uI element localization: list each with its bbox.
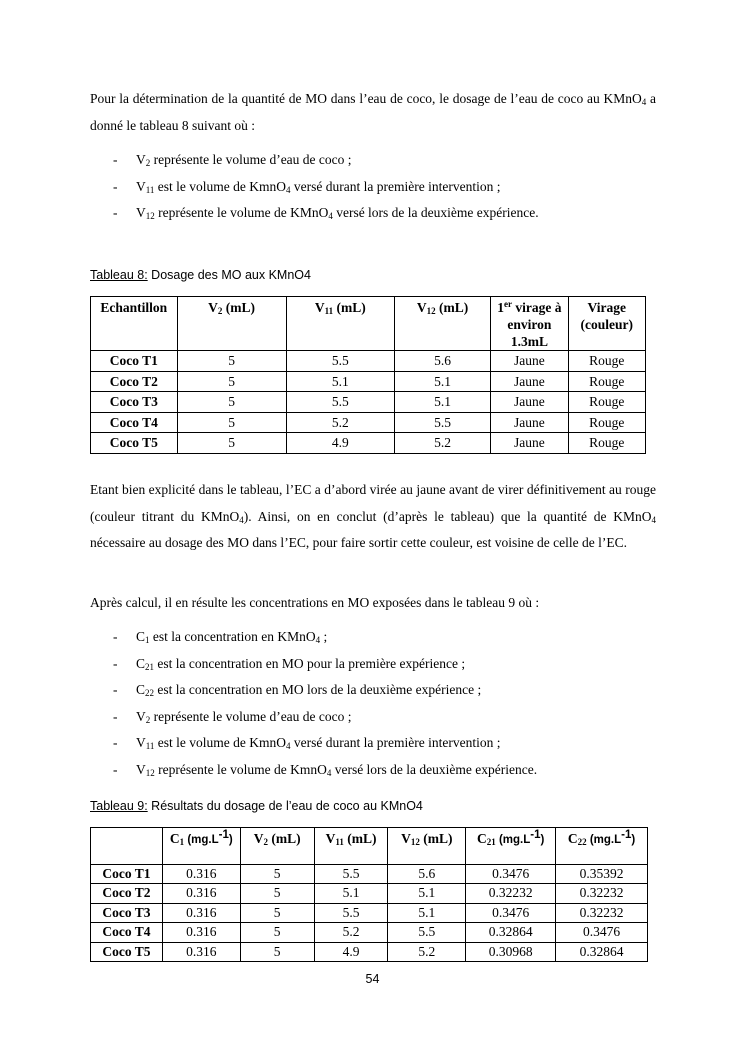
table-row: Coco T5 5 4.9 5.2 Jaune Rouge — [91, 433, 646, 454]
table-row: Coco T2 0.316 5 5.1 5.1 0.32232 0.32232 — [91, 884, 648, 903]
table-row: Coco T1 0.316 5 5.5 5.6 0.3476 0.35392 — [91, 865, 648, 884]
definitions-list-1 — [0, 147, 539, 227]
list-item: - $V_{11}$ est le volume de KmnO$_4$ versé durant la première intervention ; — [113, 735, 501, 751]
calculation-paragraph: Après calcul, il en résulte les concentrations en MO exposées dans le tableau 9 où : — [90, 595, 540, 610]
table8-caption — [90, 268, 311, 282]
table-row: Coco T1 5 5.5 5.6 Jaune Rouge — [91, 351, 646, 372]
intro-text-a: Pour la détermination de la quantité de MO dans l’eau de coco, le dosage de l’eau de coco au KMnO — [90, 91, 642, 106]
header-empty — [91, 828, 163, 865]
table8 — [90, 296, 646, 454]
list-item: - $V_{11}$ est le volume de KmnO$_4$ versé durant la première intervention ; — [113, 178, 501, 195]
table-row: Coco T3 5 5.5 5.1 Jaune Rouge — [91, 392, 646, 413]
definitions-list-2 — [0, 624, 537, 783]
header-v12: $V_{12}$ (mL) — [394, 297, 490, 351]
header-v11: $V_{11}$ (mL) — [286, 297, 394, 351]
table-header-row — [91, 297, 646, 351]
analysis-paragraph: Etant bien explicité dans le tableau, l’EC a d’abord virée au jaune avant de virer définitivement au rouge (couleur titrant du KMnO$_4$). Ainsi, on en conclut (d’après le tableau) que la quantité de KMnO$_4$ nécessaire au dosage des MO dans l’EC, pour faire sortir cette couleur, est voisine de celle de l’EC. — [90, 482, 657, 550]
table-row: Coco T4 0.316 5 5.2 5.5 0.32864 0.3476 — [91, 923, 648, 942]
intro-sub: 4 — [641, 97, 647, 107]
list-item: - $C_1$ est la concentration en KMnO$_4$ ; — [113, 629, 328, 645]
header-v2: $V_2$ (mL) — [240, 828, 314, 865]
table9 — [90, 827, 648, 962]
table8-caption-label: Tableau 8: — [90, 268, 148, 282]
table8-caption-text: Dosage des MO aux KMnO4 — [147, 268, 311, 282]
header-c1: $C_1$ $(mg.L^{-1})$ — [162, 828, 240, 865]
header-v11: $V_{11}$ (mL) — [314, 828, 388, 865]
table-header-row — [91, 828, 648, 865]
header-v2: $V_2$ (mL) — [177, 297, 286, 351]
intro-paragraph — [90, 86, 656, 139]
header-echantillon: Echantillon — [91, 297, 178, 351]
table9-caption — [90, 799, 423, 813]
table-row: Coco T3 0.316 5 5.5 5.1 0.3476 0.32232 — [91, 903, 648, 922]
header-v12: $V_{12}$ (mL) — [388, 828, 466, 865]
header-c21: $C_{21}$ $(mg.L^{-1})$ — [466, 828, 556, 865]
list-item: - $V_{12}$ représente le volume de KmnO$_4$ versé lors de la deuxième expérience. — [113, 761, 538, 778]
header-first-virage: 1er virage à environ 1.3mL — [491, 297, 568, 351]
header-c22: $C_{22}$ $(mg.L^{-1})$ — [556, 828, 648, 865]
list-item: - $V_2$ représente le volume d’eau de coco ; — [113, 152, 352, 168]
header-virage: Virage (couleur) — [568, 297, 645, 351]
table9-caption-text: Résultats du dosage de l’eau de coco au KMnO4 — [147, 799, 423, 813]
table9-caption-label: Tableau 9: — [90, 799, 148, 813]
list-item: - $C_{22}$ est la concentration en MO lors de la deuxième expérience ; — [113, 682, 482, 698]
table-row: Coco T4 5 5.2 5.5 Jaune Rouge — [91, 412, 646, 433]
page-number: 54 — [365, 972, 380, 986]
table-row: Coco T5 0.316 5 4.9 5.2 0.30968 0.32864 — [91, 942, 648, 961]
list-item: - $V_{12}$ représente le volume de KMnO$_4$ versé lors de la deuxième expérience. — [113, 205, 539, 221]
list-item: - $V_2$ représente le volume d’eau de coco ; — [113, 708, 352, 725]
table-row: Coco T2 5 5.1 5.1 Jaune Rouge — [91, 371, 646, 392]
list-item: - $C_{21}$ est la concentration en MO pour la première expérience ; — [113, 655, 466, 672]
intro-text-b: a donné le tableau 8 suivant où : — [90, 91, 656, 133]
